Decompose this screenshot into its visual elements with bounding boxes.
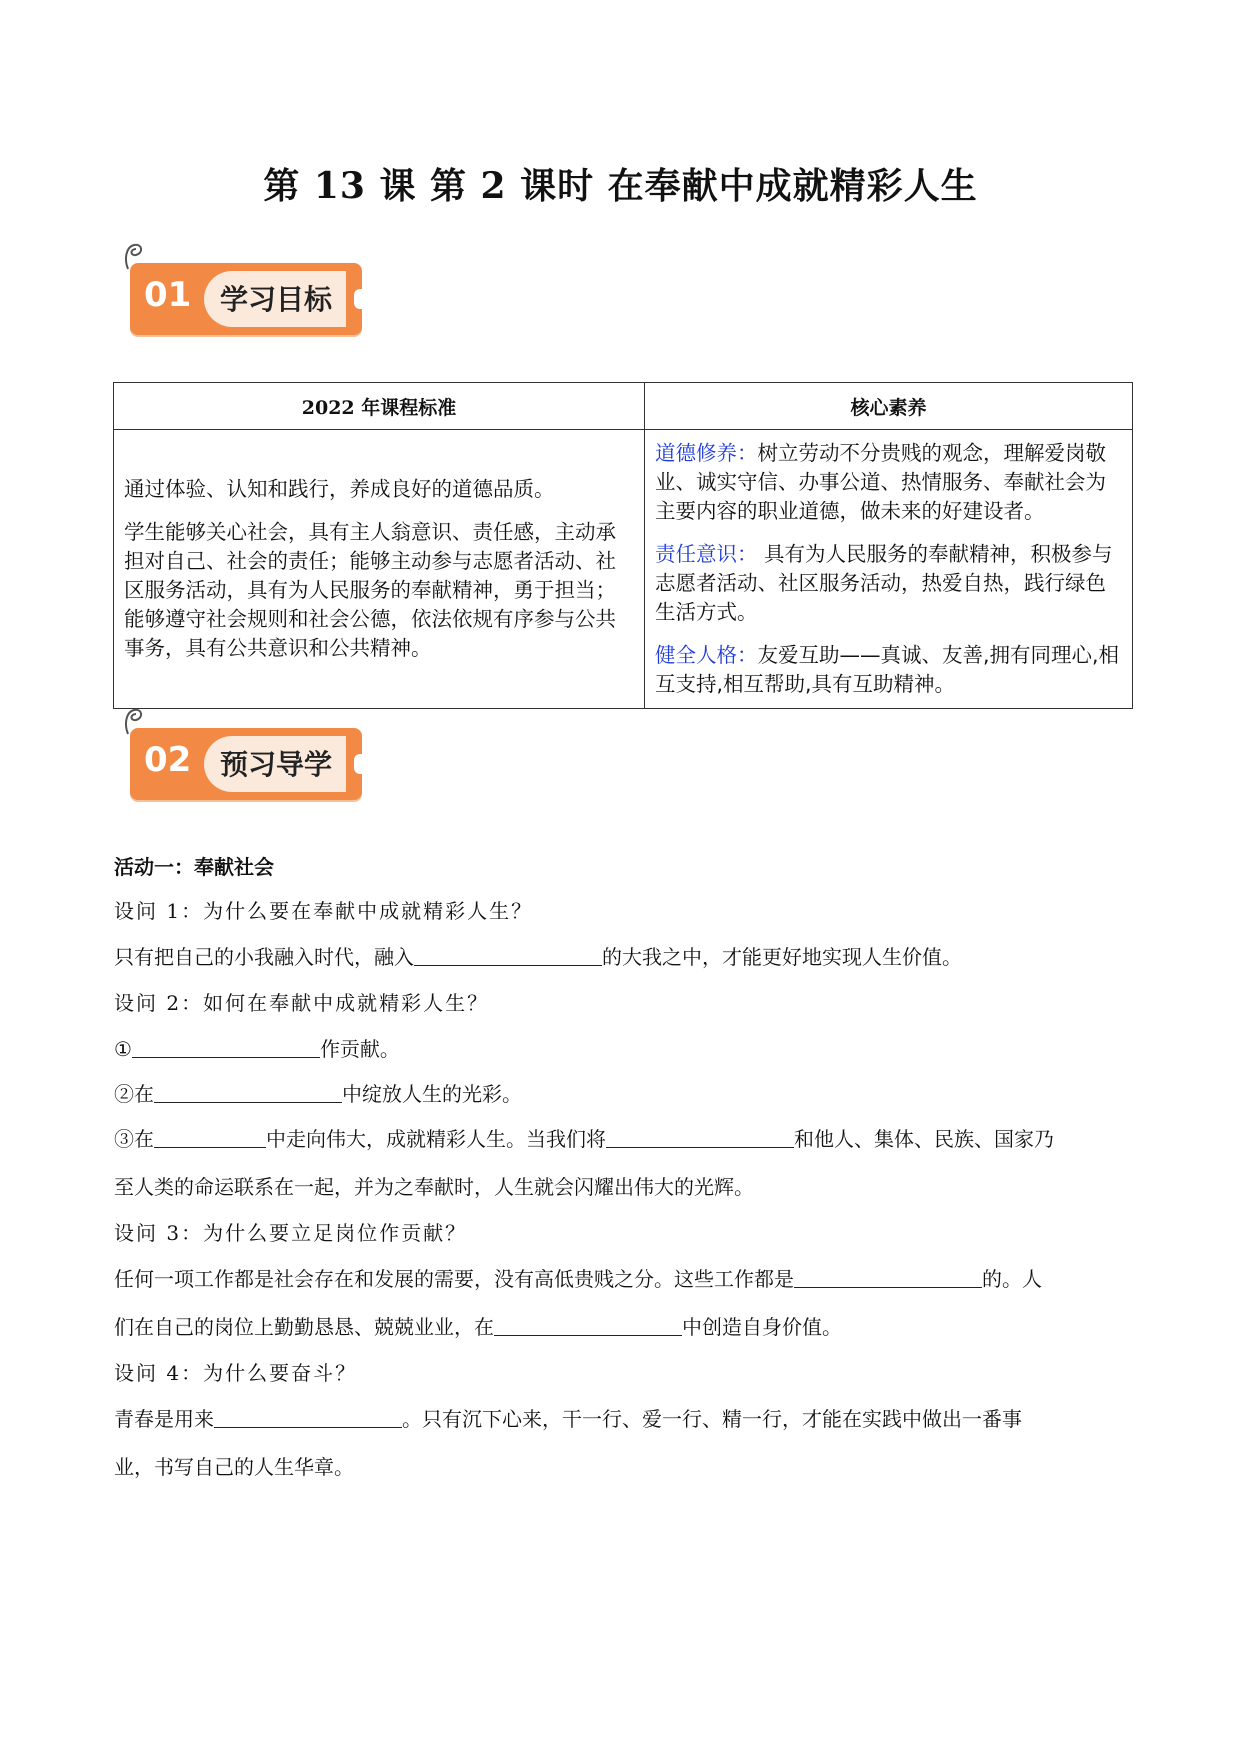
- fill-blank[interactable]: [494, 1317, 682, 1336]
- section-label: 学习目标: [220, 283, 333, 316]
- fill-blank[interactable]: [414, 947, 602, 966]
- answer-2-3: ③在 中走向伟大，成就精彩人生。当我们将 和他人、集体、民族、国家乃: [114, 1127, 1054, 1151]
- standard-text: 学生能够关心社会，具有主人翁意识、责任感，主动承担对自己、社会的责任；能够主动参与志愿者活动、社区服务活动，具有为人民服务的奉献精神，勇于担当；能够遵守社会规则和社会公德，依法依规有序参与公共事务，具有公共意识和公共精神。: [124, 520, 616, 660]
- section-number: 01: [144, 275, 192, 315]
- answer-2-3-continued: 至人类的命运联系在一起，并为之奉献时，人生就会闪耀出伟大的光辉。: [114, 1175, 754, 1199]
- table-header-literacy: 核心素养: [645, 383, 1133, 430]
- fill-blank[interactable]: [154, 1129, 266, 1148]
- activity-heading: 活动一：奉献社会: [114, 855, 274, 879]
- literacy-item: 道德修养：树立劳动不分贵贱的观念，理解爱岗敬业、诚实守信、办事公道、热情服务、奉献社会为主要内容的职业道德，做未来的好建设者。: [655, 441, 1106, 523]
- answer-3-continued: 们在自己的岗位上勤勤恳恳、兢兢业业，在 中创造自身价值。: [114, 1315, 842, 1339]
- literacy-keyword: 责任意识：: [655, 542, 758, 566]
- standards-table: [113, 382, 1133, 709]
- fill-blank[interactable]: [214, 1409, 402, 1428]
- standard-cell: [114, 430, 645, 709]
- fill-blank[interactable]: [132, 1039, 320, 1058]
- answer-2-2: ②在 中绽放人生的光彩。: [114, 1082, 522, 1106]
- page-title: 第 13 课 第 2 课时 在奉献中成就精彩人生: [263, 165, 978, 207]
- literacy-item: 健全人格：友爱互助——真诚、友善,拥有同理心,相互支持,相互帮助,具有互助精神。: [655, 643, 1120, 696]
- literacy-keyword: 健全人格：: [655, 643, 758, 667]
- section-badge-preview: [130, 728, 362, 800]
- answer-2-1: ① 作贡献。: [114, 1037, 400, 1061]
- literacy-item: 责任意识： 具有为人民服务的奉献精神，积极参与志愿者活动、社区服务活动，热爱自热，践行绿色生活方式。: [655, 542, 1113, 624]
- fill-blank[interactable]: [794, 1269, 982, 1288]
- section-label: 预习导学: [220, 748, 333, 781]
- section-badge-goals: [130, 263, 362, 335]
- question-4: 设问 4：为什么要奋斗？: [114, 1361, 358, 1385]
- literacy-cell: [645, 430, 1133, 709]
- section-number: 02: [144, 740, 192, 780]
- fill-blank[interactable]: [606, 1129, 794, 1148]
- answer-3: 任何一项工作都是社会存在和发展的需要，没有高低贵贱之分。这些工作都是 的。人: [114, 1267, 1042, 1291]
- table-header-standard: 2022 年课程标准: [114, 383, 645, 430]
- standard-text: 通过体验、认知和践行，养成良好的道德品质。: [124, 477, 555, 501]
- literacy-keyword: 道德修养：: [655, 441, 758, 465]
- question-3: 设问 3：为什么要立足岗位作贡献？: [114, 1221, 468, 1245]
- answer-4-continued: 业，书写自己的人生华章。: [114, 1455, 354, 1479]
- answer-4: 青春是用来 。只有沉下心来，干一行、爱一行、精一行，才能在实践中做出一番事: [114, 1407, 1022, 1431]
- question-1: 设问 1：为什么要在奉献中成就精彩人生？: [114, 899, 534, 923]
- fill-blank[interactable]: [154, 1084, 342, 1103]
- question-2: 设问 2：如何在奉献中成就精彩人生？: [114, 991, 490, 1015]
- answer-1: 只有把自己的小我融入时代，融入 的大我之中，才能更好地实现人生价值。: [114, 945, 962, 969]
